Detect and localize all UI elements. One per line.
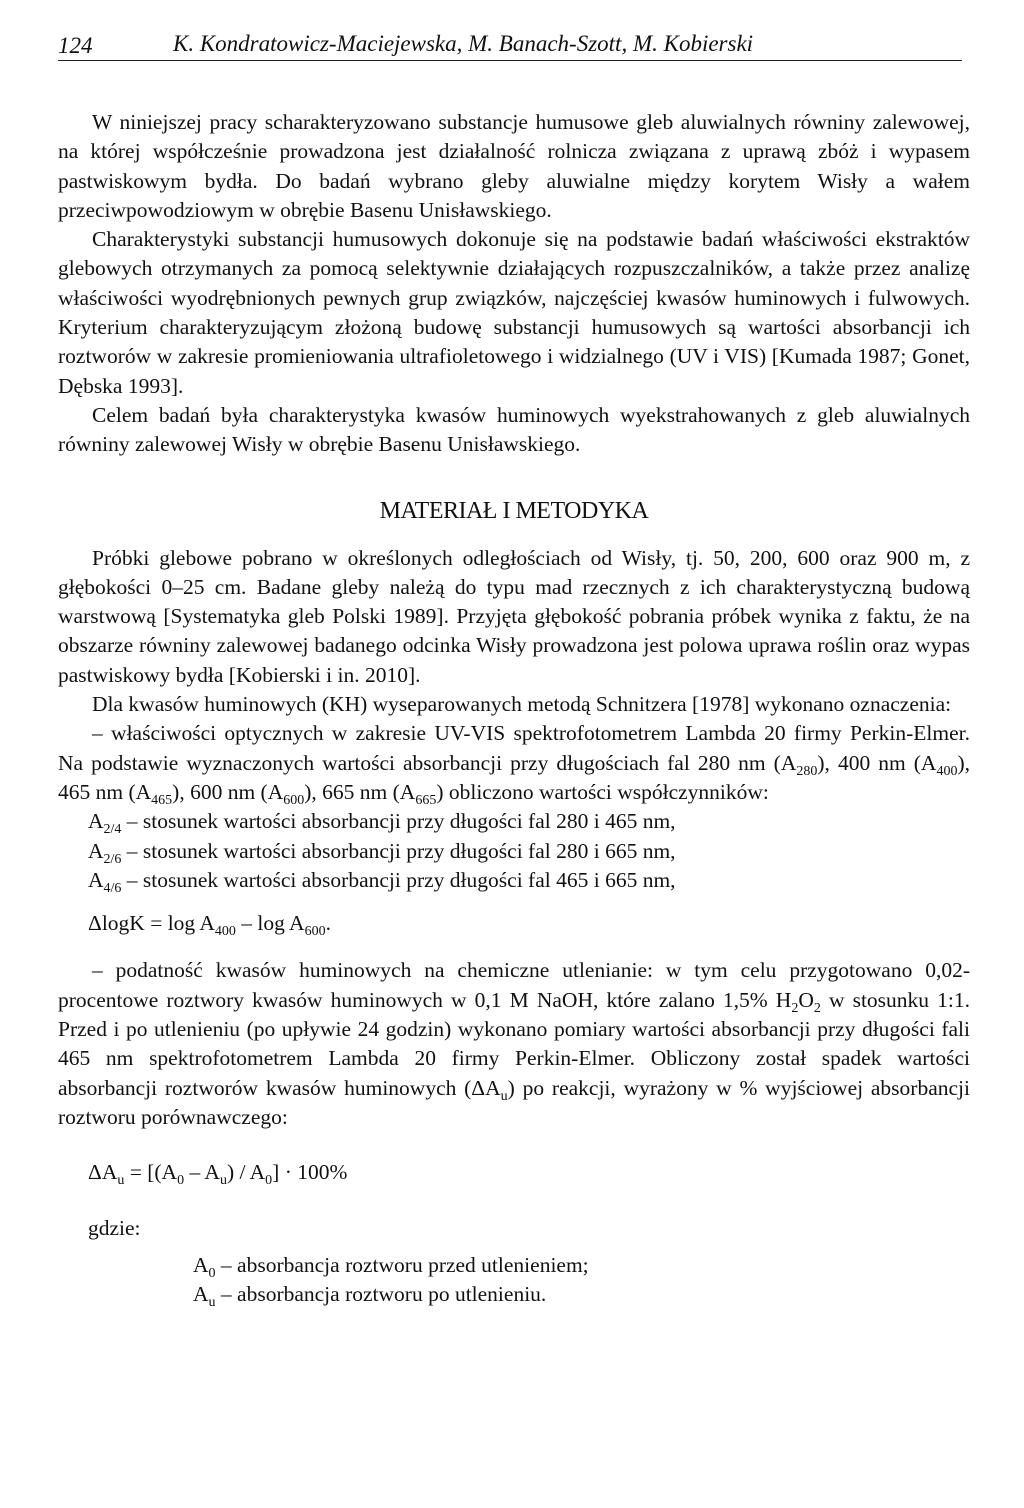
formula-part: – A — [184, 1160, 220, 1185]
running-header — [58, 28, 962, 61]
intro-paragraph-1: W niniejszej pracy scharakteryzowano substancje humusowe gleb aluwialnych równiny zalewowej, na której współcześnie prowadzona jest działalność rolnicza związana z uprawą zbóż i wypasem pastwiskowym bydła. Do badań wybrano gleby aluwialne między korytem Wisły a wałem przeciwpowodziowym w obrębie Basenu Unisławskiego. — [58, 110, 970, 222]
oxidation-text-d: ) po reakcji, wyrażony w % wyjściowej absorbancji roztworu porównawczego: — [58, 1075, 970, 1129]
definition-text: – absorbancja roztworu przed utlenieniem; — [215, 1252, 589, 1277]
intro-paragraph-3: Celem badań była charakterystyka kwasów huminowych wyekstrahowanych z gleb aluwialnych równiny zalewowej Wisły w obrębie Basenu Unisławskiego. — [58, 402, 970, 457]
coefficient-item — [58, 807, 970, 836]
formula-subscript: u — [117, 1173, 125, 1189]
formula-subscript: 0 — [177, 1173, 185, 1189]
coefficient-subscript: 2/4 — [103, 822, 122, 838]
page-number: 124 — [58, 33, 93, 58]
subscript-600: 600 — [283, 792, 305, 808]
subscript-o2: 2 — [813, 1000, 821, 1016]
methods-paragraph-2: Dla kwasów huminowych (KH) wyseparowanych metodą Schnitzera [1978] wykonano oznaczenia: — [92, 692, 952, 717]
optical-text-end: ) obliczono wartości współczynników: — [436, 779, 769, 804]
coefficient-item — [58, 837, 970, 866]
gdzie-label: gdzie: — [88, 1215, 141, 1240]
subscript-h2: 2 — [791, 1000, 799, 1016]
formula-part: = [(A — [124, 1160, 178, 1185]
coefficient-text: – stosunek wartości absorbancji przy długości fal 280 i 665 nm, — [121, 838, 676, 863]
optical-text-b: ), 400 nm (A — [817, 750, 937, 775]
definition-subscript: 0 — [208, 1265, 216, 1281]
subscript-400: 400 — [936, 763, 958, 779]
formula-part: ) / A — [226, 1160, 266, 1185]
coefficient-text: – stosunek wartości absorbancji przy długości fal 465 i 665 nm, — [121, 867, 676, 892]
formula-part: ΔlogK = log A — [88, 911, 215, 936]
formula-part: . — [325, 911, 331, 936]
oxidation-text-c: w stosunku 1:1. Przed i po utlenieniu (po upływie 24 godzin) wykonano pomiary wartości absorbancji przy długości fali 465 nm spektrofotometrem Lambda 20 firmy Perkin-Elmer. Obliczony został spadek wartości absorbancji roztworów kwasów huminowych (ΔA — [58, 987, 970, 1100]
definition-symbol: A — [193, 1252, 209, 1277]
subscript-u: u — [500, 1088, 508, 1104]
coefficient-text: – stosunek wartości absorbancji przy długości fal 280 i 465 nm, — [121, 809, 676, 834]
coefficient-item — [58, 866, 970, 895]
formula-part: ΔA — [88, 1160, 118, 1185]
methods-paragraph-1: Próbki glebowe pobrano w określonych odległościach od Wisły, tj. 50, 200, 600 oraz 900 m, z głębokości 0–25 cm. Badane gleby należą do typu mad rzecznych z ich charakterystyczną budową warstwową [Systematyka gleb Polski 1989]. Przyjęta głębokość pobrania próbek wynika z faktu, że na obszarze równiny zalewowej badanego odcinka Wisły prowadzona jest polowa uprawa roślin oraz wypas pastwiskowy bydła [Kobierski i in. 2010]. — [58, 545, 970, 687]
subscript-665: 665 — [415, 792, 437, 808]
intro-paragraph-2: Charakterystyki substancji humusowych dokonuje się na podstawie badań właściwości ekstraktów glebowych otrzymanych za pomocą selektywnie działających rozpuszczalników, a także przez analizę właściwości wyodrębnionych pewnych grup związków, najczęściej kwasów huminowych i fulwowych. Kryterium charakteryzującym złożoną budowę substancji humusowych są wartości absorbancji ich roztworów w zakresie promieniowania ultrafioletowego i widzialnego (UV i VIS) [Kumada 1987; Gonet, Dębska 1993]. — [58, 227, 970, 398]
formula-part: – log A — [235, 911, 305, 936]
definition-item — [58, 1280, 970, 1309]
subscript-465: 465 — [151, 792, 173, 808]
formula-delta-au — [88, 1158, 970, 1187]
optical-text-e: ), 665 nm (A — [304, 779, 416, 804]
coefficient-list — [58, 807, 970, 895]
formula-delta-logk — [88, 909, 970, 938]
oxidation-text-a: – podatność kwasów huminowych na chemiczne utlenianie: w tym celu przygotowano 0,02-procentowe roztwory kwasów huminowych w 0,1 M NaOH, które zalano 1,5% H — [58, 958, 970, 1012]
optical-text-start: – właściwości optycznych w zakresie UV-VIS spektrofotometrem Lambda 20 firmy Perkin-Elmer. Na podstawie wyznaczonych wartości absorbancji przy długościach fal 280 nm (A — [58, 721, 970, 775]
oxidation-text-b: O — [798, 987, 814, 1012]
optical-properties-paragraph — [58, 719, 970, 807]
formula-subscript: 600 — [304, 924, 326, 940]
optical-text-c: ), 465 nm (A — [58, 750, 970, 804]
formula-subscript: u — [219, 1173, 227, 1189]
coefficient-symbol: A — [88, 809, 104, 834]
formula-subscript: 400 — [214, 924, 236, 940]
running-header-authors: K. Kondratowicz-Maciejewska, M. Banach-Szott, M. Kobierski — [173, 31, 754, 56]
body-text — [58, 108, 970, 1309]
coefficient-symbol: A — [88, 867, 104, 892]
optical-text-d: ), 600 nm (A — [172, 779, 284, 804]
section-heading: MATERIAŁ I METODYKA — [379, 497, 649, 524]
coefficient-subscript: 4/6 — [103, 880, 122, 896]
coefficient-symbol: A — [88, 838, 104, 863]
formula-subscript: 0 — [265, 1173, 273, 1189]
definition-subscript: u — [208, 1295, 216, 1311]
subscript-280: 280 — [796, 763, 818, 779]
formula-part: ] · 100% — [272, 1160, 348, 1185]
coefficient-subscript: 2/6 — [103, 851, 122, 867]
definition-symbol: A — [193, 1282, 209, 1307]
definition-list — [58, 1251, 970, 1310]
oxidation-paragraph — [58, 956, 970, 1132]
definition-text: – absorbancja roztworu po utlenieniu. — [215, 1282, 547, 1307]
definition-item — [58, 1251, 970, 1280]
